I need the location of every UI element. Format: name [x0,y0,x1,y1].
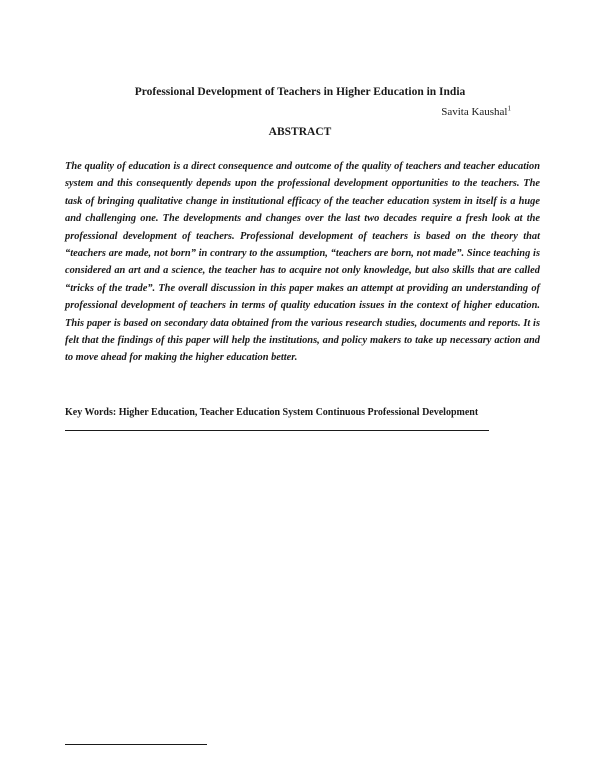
abstract-body: The quality of education is a direct consequence and outcome of the quality of teachers and teacher education system and this consequently depends upon the professional development opportunities to the teachers. The task of bringing qualitative change in institutional efficacy of the teacher education system in itself is a huge and challenging one. The developments and changes over the last two decades require a fresh look at the professional development of teachers. Professional development of teachers is based on the theory that “teachers are made, not born” in contrary to the assumption, “teachers are born, not made”. Since teaching is considered an art and a science, the teacher has to acquire not only knowledge, but also skills that are called “tricks of the trade”. The overall discussion in this paper makes an attempt at providing an understanding of professional development of teachers in terms of quality education issues in the context of higher education. This paper is based on secondary data obtained from the various research studies, documents and reports. It is felt that the findings of this paper will help the institutions, and policy makers to take up necessary action and to move ahead for making the higher education better. [65,161,540,364]
keywords-line: Key Words: Higher Education, Teacher Education System Continuous Professional Development [65,407,479,418]
paper-title: Professional Development of Teachers in Higher Education in India [134,86,466,98]
abstract-heading: ABSTRACT [268,126,332,138]
author-line [300,104,511,120]
section-divider-line [65,430,489,431]
author-footnote-mark: 1 [507,104,511,113]
footnote-separator-line [65,744,207,745]
author-name: Savita Kaushal [441,106,508,118]
